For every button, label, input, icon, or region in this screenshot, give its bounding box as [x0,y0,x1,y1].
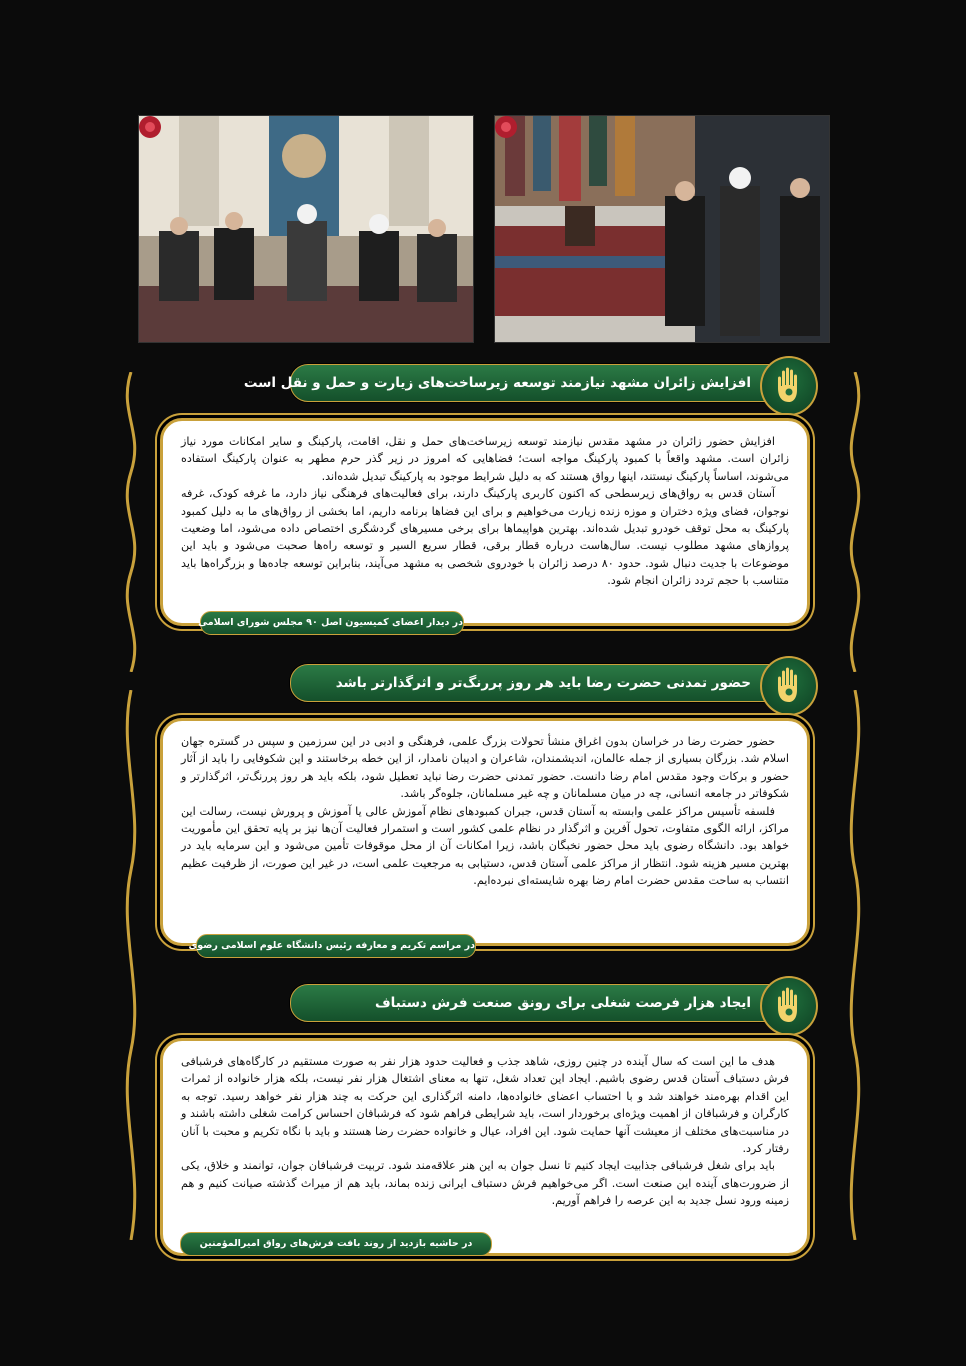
section-title: ایجاد هزار فرصت شغلی برای رونق صنعت فرش دستباف [375,995,751,1011]
paragraph: فلسفه تأسیس مراکز علمی وابسته به آستان قدس، جبران کمبودهای نظام آموزش عالی یا آموزش و پرورش نیست، رسالت این مراکز، ارائه الگوی متفاوت، تحول آفرین و اثرگذار در نظام علمی کشور است و استمرار فعالیت آن‌ها نیز بر پایه تحقق این مأموریت خواهد بود. دانشگاه رضوی باید محل حضور نخبگان باشد، زیرا امکانات آن از محل موقوفات تأمین می‌شود و این سرمایه باید در بهترین مسیر هزینه شود. انتظار از مراکز علمی آستان قدس، دستیابی به مرجعیت علمی است، در غیر این صورت، از ظرفیت عظیم انتساب به ساحت مقدس حضرت امام رضا بهره شایسته‌ای نبرده‌ایم. [181,804,789,888]
section-body [160,718,810,946]
section-caption: در حاشیه بازدید از روند بافت فرش‌های رواق امیرالمؤمنین [180,1232,492,1256]
right-ornament-2 [842,690,868,1240]
hand-emblem-icon [760,656,818,716]
rose-ornament-icon [494,115,519,140]
hand-emblem-icon [760,356,818,416]
section-body [160,1038,810,1256]
paragraph: هدف ما این است که سال آینده در چنین روزی، شاهد جذب و فعالیت حدود هزار نفر به صورت مستقیم در کارگاه‌های فرشبافی فرش دستباف آستان قدس رضوی باشیم. ایجاد این تعداد شغل، تنها به معنای اشتغال هزار نفر نیست، بلکه هزار خانواده از ثمرات این اقدام بهره‌مند خواهند شد و با احتساب اعضای خانواده‌ها، دامنه اثرگذاری این حرکت به چند هزار نفر خواهد رسید. توجه به کارگران و فرشبافان از اهمیت ویژه‌ای برخوردار است، باید شرایطی فراهم شود که فرشبافان احساس کرامت شغلی داشته باشند و در مناسبت‌های مختلف از معیشت آنها حمایت شود. این افراد، عیال و خانواده حضرت رضا هستند و باید با نگاه تکریم و محبت با آنان رفتار کرد. [181,1055,789,1156]
left-ornament-2 [118,690,144,1240]
section-title: حضور تمدنی حضرت رضا باید هر روز پررنگ‌تر و اثرگذارتر باشد [335,675,751,691]
photo-meeting-hall [138,115,474,343]
rose-ornament-icon [138,115,163,140]
right-ornament [842,372,868,672]
paragraph: حضور حضرت رضا در خراسان بدون اغراق منشأ تحولات بزرگ علمی، فرهنگی و ادبی در این سرزمین و سپس در گستره جهان اسلام شد. بزرگان بسیاری از جمله عالمان، اندیشمندان، شاعران و ادیبان نامدار، از این خطه برخاستند و این شکوفایی را باید از آثار حضور و برکات وجود مقدس امام رضا دانست. حضور تمدنی حضرت رضا نباید تعطیل شود، بلکه باید هر روز پررنگ‌تر، اثرگذارتر و شکوفاتر در جامعه انسانی، چه در میان مسلمانان و چه غیر مسلمانان، جلوه‌گر باشد. [181,735,789,801]
paragraph: افزایش حضور زائران در مشهد مقدس نیازمند توسعه زیرساخت‌های حمل و نقل، اقامت، پارکینگ و سایر امکانات مورد نیاز زائران است. مشهد واقعاً با کمبود پارکینگ مواجه است؛ فضاهایی که امروز در زیر گذر حرم مطهر به عنوان پارکینگ استفاده می‌شوند، اساساً پارکینگ نیستند، اینها رواق هستند که به دلیل شرایط موجود به پارکینگ تبدیل شده‌اند. [181,435,789,483]
left-ornament [118,372,144,672]
section-caption: در دیدار اعضای کمیسیون اصل ۹۰ مجلس شورای اسلامی [200,611,464,635]
paragraph: باید برای شغل فرشبافی جذابیت ایجاد کنیم تا نسل جوان به این هنر علاقه‌مند شود. تربیت فرشبافان جوان، توانمند و خلاق، یکی از ضرورت‌های آینده این صنعت است. اگر می‌خواهیم فرش دستباف ایرانی زنده بماند، باید هم از میراث گذشته صیانت کنیم و هم زمینه ورود نسل جدید به این عرصه را فراهم آوریم. [181,1159,789,1208]
hand-emblem-icon [760,976,818,1036]
section-caption: در مراسم تکریم و معارفه رئیس دانشگاه علوم اسلامی رضوی [196,934,476,958]
section-header [290,984,816,1022]
section-header [243,364,816,402]
section-body [160,418,810,626]
paragraph: آستان قدس به رواق‌های زیرسطحی که اکنون کاربری پارکینگ دارند، برای فعالیت‌های فرهنگی نیاز دارد، ما غرفه کودک، غرفه نوجوان، فضای ویژه دختران و موزه زنده زیارت می‌خواهیم و برای این فضاها برنامه داریم، اما بخشی از رواق‌های ما به دلیل کمبود پارکینگ به محل توقف خودرو تبدیل شده‌اند. بهترین هواپیماها برای برخی مسیرهای گردشگری اختصاص داده می‌شود، اما وضعیت پروازهای مشهد مطلوب نیست. سال‌هاست درباره قطار برقی، قطار سریع السیر و توسعه راه‌ها صحبت می‌شود و باید این موضوعات با جدیت دنبال شود. حدود ۸۰ درصد زائران با خودروی شخصی به مشهد می‌آیند، بنابراین توسعه جاده‌ها و بزرگراه‌ها باید متناسب با حجم تردد زائران انجام شود. [181,487,790,588]
section-title: افزایش زائران مشهد نیازمند توسعه زیرساخت‌های زیارت و حمل و نقل است [243,375,751,391]
photo-carpet-workshop [494,115,830,343]
section-header [290,664,816,702]
